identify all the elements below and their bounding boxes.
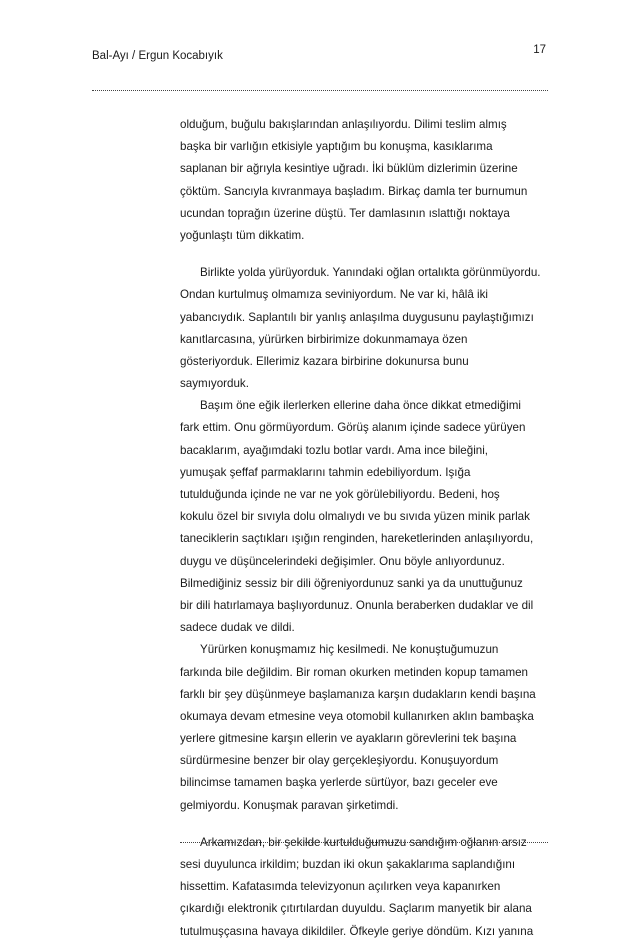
- text-line: farkında bile değildim. Bir roman okurken metinden kopup tamamen: [180, 665, 528, 679]
- text-line: Birlikte yolda yürüyorduk. Yanındaki oğlan ortalıkta görünmüyordu.: [200, 266, 541, 280]
- text-line: farklı bir şey düşünmeye başlamanıza karşın dudakların kendi başına: [180, 687, 536, 701]
- body-text: [180, 114, 550, 943]
- text-line: yabancıydık. Saplantılı bir yanlış anlaşılma duygusunu paylaştığımızı: [180, 310, 534, 324]
- book-title: Bal-Ayı / Ergun Kocabıyık: [92, 50, 223, 62]
- text-line: saplanan bir ağrıyla kesintiye uğradı. İki büklüm dizlerimin üzerine: [180, 162, 518, 176]
- text-line: çıkardığı elektronik çıtırtılardan duyuldu. Saçlarım manyetik bir alana: [180, 902, 532, 916]
- text-line: Yürürken konuşmamız hiç kesilmedi. Ne konuştuğumuzun: [200, 643, 499, 657]
- text-line: bilincimse tamamen başka yerlerde sürtüyor, bazı geceler eve: [180, 776, 498, 790]
- text-line: okumaya devam etmesine veya otomobil kullanırken aklın bambaşka: [180, 709, 534, 723]
- text-line: gösteriyorduk. Ellerimiz kazara birbirine dokunursa bunu: [180, 354, 469, 368]
- text-line: Arkamızdan, bir şekilde kurtulduğumuzu sandığım oğlanın arsız: [200, 835, 527, 849]
- text-line: tutulmuşçasına havaya dikildiler. Öfkeyle geriye döndüm. Kızı yanına: [180, 924, 534, 938]
- text-line: sürdürmesine benzer bir olay gerçekleşiyordu. Konuşuyordum: [180, 754, 499, 768]
- text-line: fark ettim. Onu görmüyordum. Görüş alanım içinde sadece yürüyen: [180, 421, 526, 435]
- text-line: duygu ve düşüncelerindeki değişimler. Onu böyle anlıyordunuz.: [180, 554, 505, 568]
- paragraph-gap: [180, 247, 550, 262]
- text-line: sesi duyulunca irkildim; buzdan iki okun şakaklarıma saplandığını: [180, 858, 516, 871]
- footer-divider: [180, 842, 548, 843]
- text-line: yerlere gitmesine karşın ellerin ve ayakların görevlerini tek başına: [180, 732, 517, 746]
- text-line: ucundan toprağın üzerine düştü. Ter damlasının ıslattığı noktaya: [180, 206, 510, 220]
- paragraph: [180, 395, 550, 639]
- page-number: 17: [533, 44, 546, 56]
- paragraph: [180, 262, 550, 395]
- paragraph: [180, 832, 550, 943]
- text-line: yoğunlaştı tüm dikkatim.: [180, 228, 305, 242]
- text-line: kokulu özel bir sıvıyla dolu olmalıydı ve bu sıvıda yüzen minik parlak: [180, 510, 530, 524]
- text-line: hissettim. Kafatasımda televizyonun açılırken veya kapanırken: [180, 880, 501, 894]
- text-line: saymıyorduk.: [180, 377, 249, 391]
- text-line: bir dili hatırlamaya başlıyordunuz. Onunla beraberken dudaklar ve dil: [180, 598, 534, 612]
- text-line: Başım öne eğik ilerlerken ellerine daha önce dikkat etmediğimi: [200, 399, 521, 413]
- text-line: Bilmediğiniz sessiz bir dili öğreniyordunuz sanki ya da unuttuğunuz: [180, 576, 523, 590]
- page-header: [92, 44, 546, 64]
- text-line: gelmiyordu. Konuşmak paravan şirketimdi.: [180, 798, 399, 812]
- text-line: çöktüm. Sancıyla kıvranmaya başladım. Birkaç damla ter burnumun: [180, 184, 528, 198]
- text-line: sadece dudak ve dildi.: [180, 621, 295, 635]
- header-divider: [92, 90, 548, 91]
- text-line: olduğum, buğulu bakışlarından anlaşılıyordu. Dilimi teslim almış: [180, 118, 507, 131]
- text-line: başka bir varlığın etkisiyle yaptığım bu konuşma, kasıklarıma: [180, 140, 493, 154]
- text-line: tutulduğunda içinde ne var ne yok görülebiliyordu. Bedeni, hoş: [180, 488, 500, 501]
- text-line: bacaklarım, ayağımdaki tozlu botlar vardı. Ama ince bileğini,: [180, 443, 489, 457]
- paragraph-gap: [180, 817, 550, 832]
- text-line: yumuşak şeffaf parmaklarını tahmin edebiliyordum. Işığa: [180, 465, 471, 479]
- paragraph: [180, 639, 550, 817]
- paragraph: [180, 114, 550, 247]
- text-line: kanıtlarcasına, yürürken birbirimize dokunmamaya özen: [180, 332, 468, 346]
- text-line: taneciklerin saçtıkları ışığın renginden, hareketlerinden anlaşılıyordu,: [180, 532, 534, 546]
- text-line: Ondan kurtulmuş olmamıza seviniyordum. Ne var ki, hâlâ iki: [180, 288, 488, 302]
